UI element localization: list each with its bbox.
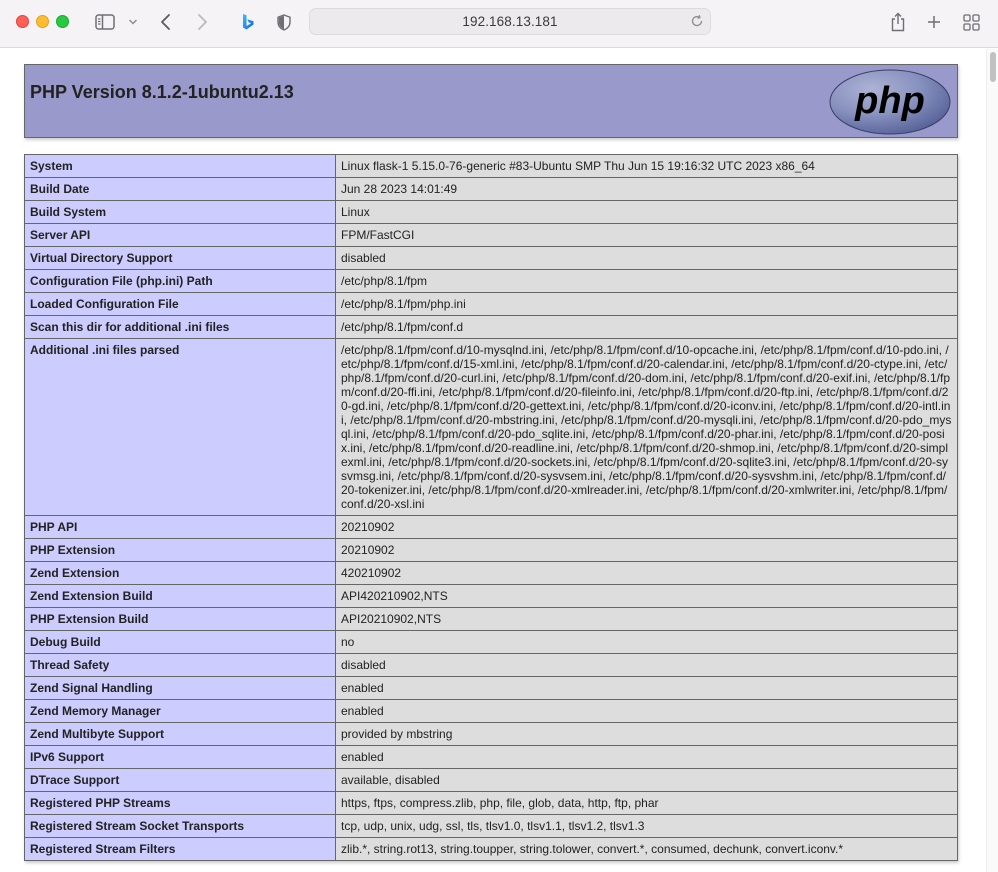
zoom-window-button[interactable] bbox=[56, 15, 69, 28]
address-bar[interactable] bbox=[309, 8, 711, 35]
table-row bbox=[25, 838, 958, 861]
table-row bbox=[25, 723, 958, 746]
row-value: 20210902 bbox=[336, 516, 958, 539]
row-value: no bbox=[336, 631, 958, 654]
row-value: Jun 28 2023 14:01:49 bbox=[336, 178, 958, 201]
table-row bbox=[25, 339, 958, 516]
row-key: Scan this dir for additional .ini files bbox=[25, 316, 336, 339]
table-row bbox=[25, 815, 958, 838]
table-row bbox=[25, 247, 958, 270]
sidebar-icon[interactable] bbox=[94, 11, 116, 33]
table-row bbox=[25, 654, 958, 677]
row-key: Configuration File (php.ini) Path bbox=[25, 270, 336, 293]
vertical-scrollbar[interactable] bbox=[986, 49, 998, 872]
page-title: PHP Version 8.1.2-1ubuntu2.13 bbox=[30, 82, 294, 102]
minimize-window-button[interactable] bbox=[36, 15, 49, 28]
browser-toolbar bbox=[0, 0, 998, 48]
table-row bbox=[25, 155, 958, 178]
table-row bbox=[25, 677, 958, 700]
row-key: Server API bbox=[25, 224, 336, 247]
share-icon[interactable] bbox=[888, 11, 908, 33]
forward-icon[interactable] bbox=[192, 11, 212, 33]
table-row bbox=[25, 270, 958, 293]
row-key: Thread Safety bbox=[25, 654, 336, 677]
table-row bbox=[25, 746, 958, 769]
table-row bbox=[25, 316, 958, 339]
table-row bbox=[25, 178, 958, 201]
php-logo[interactable] bbox=[829, 69, 951, 135]
row-value: 420210902 bbox=[336, 562, 958, 585]
svg-text:php: php bbox=[855, 80, 925, 122]
row-value: FPM/FastCGI bbox=[336, 224, 958, 247]
row-key: Zend Memory Manager bbox=[25, 700, 336, 723]
row-key: Build System bbox=[25, 201, 336, 224]
privacy-shield-icon[interactable] bbox=[274, 11, 294, 33]
row-value: https, ftps, compress.zlib, php, file, glob, data, http, ftp, phar bbox=[336, 792, 958, 815]
table-row bbox=[25, 293, 958, 316]
table-row bbox=[25, 585, 958, 608]
php-version-header bbox=[24, 64, 958, 138]
close-window-button[interactable] bbox=[16, 15, 29, 28]
row-value: API420210902,NTS bbox=[336, 585, 958, 608]
row-value: /etc/php/8.1/fpm/php.ini bbox=[336, 293, 958, 316]
row-key: IPv6 Support bbox=[25, 746, 336, 769]
table-row bbox=[25, 539, 958, 562]
row-key: PHP API bbox=[25, 516, 336, 539]
table-row bbox=[25, 562, 958, 585]
reload-icon[interactable] bbox=[690, 14, 704, 31]
row-key: Zend Extension Build bbox=[25, 585, 336, 608]
row-key: Virtual Directory Support bbox=[25, 247, 336, 270]
row-value: disabled bbox=[336, 247, 958, 270]
row-value: disabled bbox=[336, 654, 958, 677]
row-key: Additional .ini files parsed bbox=[25, 339, 336, 516]
row-key: System bbox=[25, 155, 336, 178]
row-value: zlib.*, string.rot13, string.toupper, string.tolower, convert.*, consumed, dechunk, convert.iconv.* bbox=[336, 838, 958, 861]
row-key: Zend Signal Handling bbox=[25, 677, 336, 700]
row-key: DTrace Support bbox=[25, 769, 336, 792]
row-value: enabled bbox=[336, 746, 958, 769]
row-value: /etc/php/8.1/fpm/conf.d bbox=[336, 316, 958, 339]
row-key: PHP Extension Build bbox=[25, 608, 336, 631]
row-value: Linux bbox=[336, 201, 958, 224]
table-row bbox=[25, 631, 958, 654]
row-key: Registered PHP Streams bbox=[25, 792, 336, 815]
tab-overview-icon[interactable] bbox=[961, 11, 981, 33]
chevron-down-icon[interactable] bbox=[126, 11, 140, 33]
bing-icon[interactable] bbox=[238, 11, 258, 33]
row-key: Zend Multibyte Support bbox=[25, 723, 336, 746]
table-row bbox=[25, 516, 958, 539]
table-row bbox=[25, 224, 958, 247]
row-value: enabled bbox=[336, 700, 958, 723]
row-value: enabled bbox=[336, 677, 958, 700]
back-icon[interactable] bbox=[156, 11, 176, 33]
row-key: PHP Extension bbox=[25, 539, 336, 562]
row-value: /etc/php/8.1/fpm/conf.d/10-mysqlnd.ini, /etc/php/8.1/fpm/conf.d/10-opcache.ini, /etc/php/8.1/fpm/conf.d/10-pdo.ini, /etc/php/8.1/fpm/conf.d/15-xml.ini, /etc/php/8.1/fpm/conf.d/20-calendar.ini, /etc/php/8.1/fpm/conf.d/20-ctype.ini, /etc/php/8.1/fpm/conf.d/20-curl.ini, /etc/php/8.1/fpm/conf.d/20-dom.ini, /etc/php/8.1/fpm/conf.d/20-exif.ini, /etc/php/8.1/fpm/conf.d/20-ffi.ini, /etc/php/8.1/fpm/conf.d/20-fileinfo.ini, /etc/php/8.1/fpm/conf.d/20-ftp.ini, /etc/php/8.1/fpm/conf.d/20-gd.ini, /etc/php/8.1/fpm/conf.d/20-gettext.ini, /etc/php/8.1/fpm/conf.d/20-iconv.ini, /etc/php/8.1/fpm/conf.d/20-intl.ini, /etc/php/8.1/fpm/conf.d/20-mbstring.ini, /etc/php/8.1/fpm/conf.d/20-mysqli.ini, /etc/php/8.1/fpm/conf.d/20-pdo_mysql.ini, /etc/php/8.1/fpm/conf.d/20-pdo_sqlite.ini, /etc/php/8.1/fpm/conf.d/20-phar.ini, /etc/php/8.1/fpm/conf.d/20-posix.ini, /etc/php/8.1/fpm/conf.d/20-readline.ini, /etc/php/8.1/fpm/conf.d/20-shmop.ini, /etc/php/8.1/fpm/conf.d/20-simplexml.ini, /etc/php/8.1/fpm/conf.d/20-sockets.ini, /etc/php/8.1/fpm/conf.d/20-sqlite3.ini, /etc/php/8.1/fpm/conf.d/20-sysvmsg.ini, /etc/php/8.1/fpm/conf.d/20-sysvsem.ini, /etc/php/8.1/fpm/conf.d/20-sysvshm.ini, /etc/php/8.1/fpm/conf.d/20-tokenizer.ini, /etc/php/8.1/fpm/conf.d/20-xmlreader.ini, /etc/php/8.1/fpm/conf.d/20-xmlwriter.ini, /etc/php/8.1/fpm/conf.d/20-xsl.ini bbox=[336, 339, 958, 516]
table-row bbox=[25, 792, 958, 815]
row-value: API20210902,NTS bbox=[336, 608, 958, 631]
row-key: Registered Stream Socket Transports bbox=[25, 815, 336, 838]
row-key: Build Date bbox=[25, 178, 336, 201]
table-row bbox=[25, 700, 958, 723]
row-key: Debug Build bbox=[25, 631, 336, 654]
row-value: Linux flask-1 5.15.0-76-generic #83-Ubuntu SMP Thu Jun 15 19:16:32 UTC 2023 x86_64 bbox=[336, 155, 958, 178]
row-value: available, disabled bbox=[336, 769, 958, 792]
page-content bbox=[0, 49, 986, 872]
php-info-table bbox=[24, 154, 958, 861]
row-key: Loaded Configuration File bbox=[25, 293, 336, 316]
row-key: Zend Extension bbox=[25, 562, 336, 585]
row-value: /etc/php/8.1/fpm bbox=[336, 270, 958, 293]
row-value: 20210902 bbox=[336, 539, 958, 562]
row-value: provided by mbstring bbox=[336, 723, 958, 746]
scrollbar-thumb[interactable] bbox=[990, 52, 996, 82]
row-value: tcp, udp, unix, udg, ssl, tls, tlsv1.0, tlsv1.1, tlsv1.2, tlsv1.3 bbox=[336, 815, 958, 838]
row-key: Registered Stream Filters bbox=[25, 838, 336, 861]
new-tab-icon[interactable] bbox=[924, 11, 944, 33]
table-row bbox=[25, 608, 958, 631]
address-text: 192.168.13.181 bbox=[462, 14, 558, 29]
table-row bbox=[25, 769, 958, 792]
table-row bbox=[25, 201, 958, 224]
